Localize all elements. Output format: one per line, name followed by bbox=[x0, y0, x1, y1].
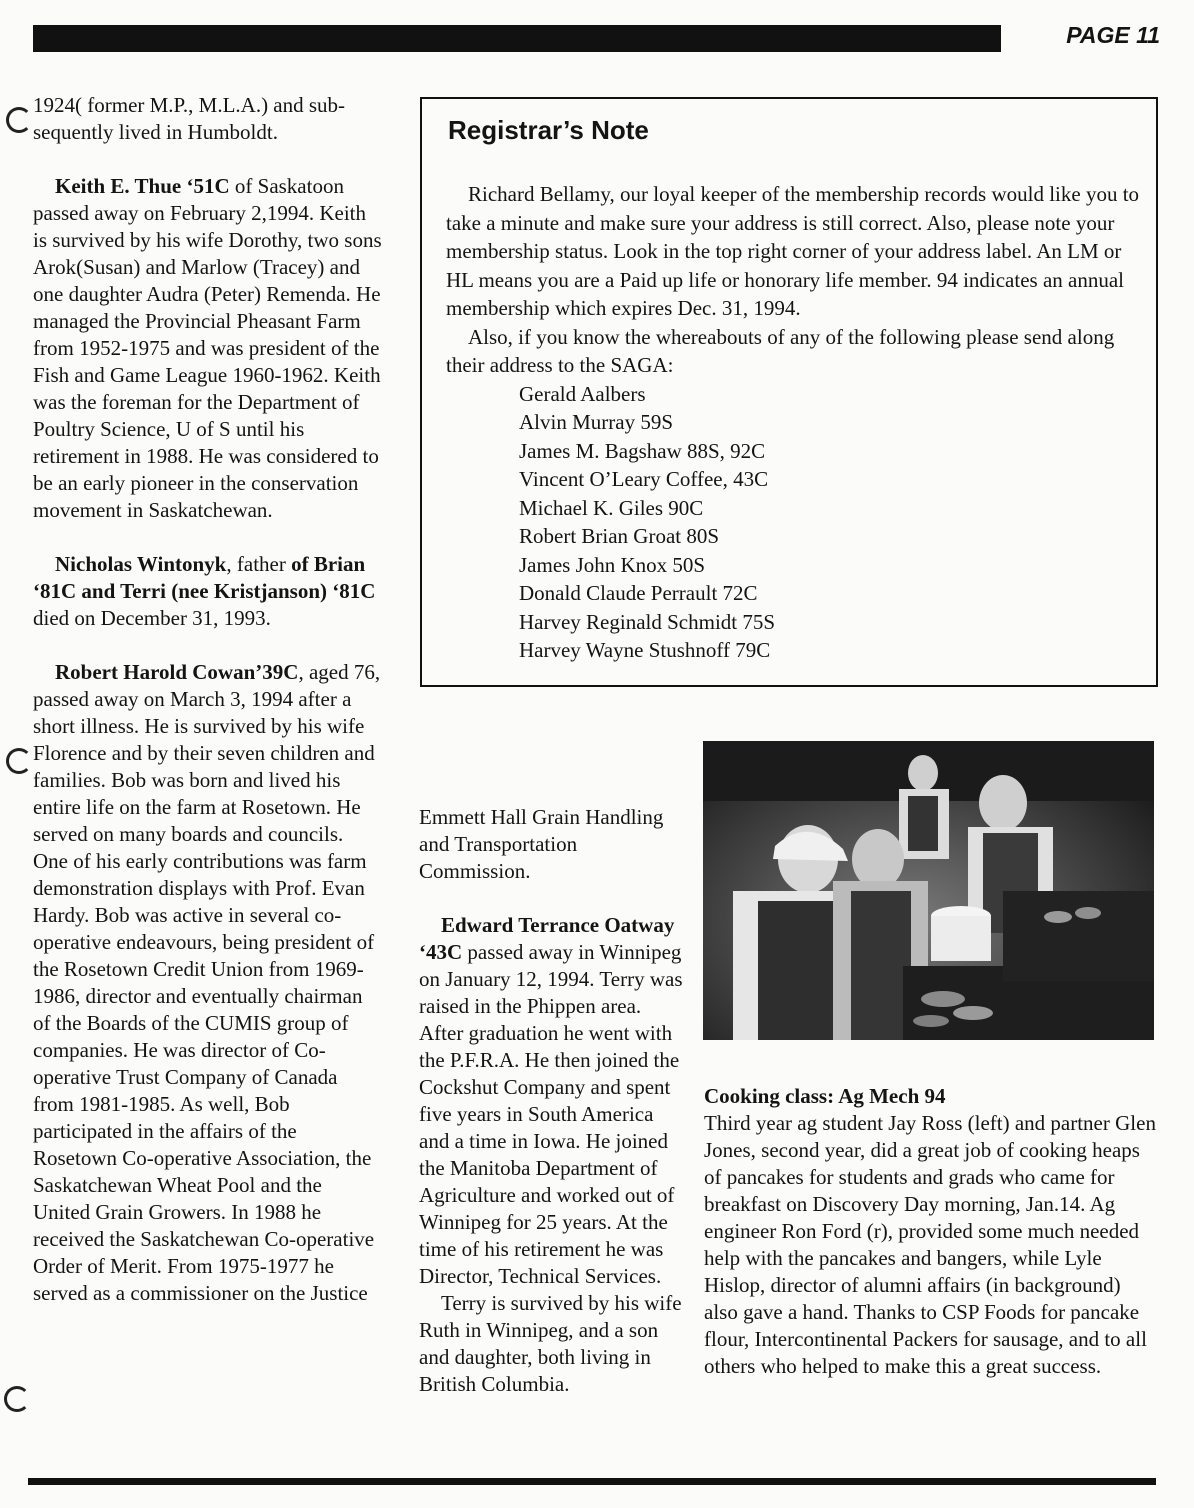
obituary-thue bbox=[33, 173, 383, 524]
obituary-text: passed away in Winnipeg on January 12, 1994. Terry was raised in the Phippen area. After graduation he went with the P.F.R.A. He then joined the Cockshut Company and spent five years in South America and a time in Iowa. He joined the Manitoba Department of Agriculture and worked out of Winnipeg for 25 years. At the time of his retirement he was Director, Technical Services. bbox=[419, 940, 683, 1288]
registrars-note-paragraph: Richard Bellamy, our loyal keeper of the membership records would like you to take a minute and make sure your address is still correct. Also, please note your membership status. Look in the top right corner of your address label. An LM or HL means you are a Paid up life or honorary life member. 94 indicates an annual membership which expires Dec. 31, 1994. bbox=[446, 182, 1140, 320]
obituary-oatway-2: Terry is survived by his wife Ruth in Winnipeg, and a son and daughter, both living in British Columbia. bbox=[419, 1291, 682, 1396]
caption-text: Third year ag student Jay Ross (left) and partner Glen Jones, second year, did a great job of cooking heaps of pancakes for students and grads who came for breakfast on Discovery Day morning, Jan.14. Ag engineer Ron Ford (r), provided some much needed help with the pancakes and bangers, while Lyle Hislop, director of alumni affairs (in background) also gave a hand. Thanks to CSP Foods for pancake flour, Intercontinental Packers for sausage, and to all others who helped to make this a great success. bbox=[704, 1111, 1156, 1378]
obituary-text: died on December 31, 1993. bbox=[33, 606, 271, 630]
footer-rule bbox=[28, 1478, 1156, 1485]
list-item: Robert Brian Groat 80S bbox=[519, 524, 720, 548]
list-item: Michael K. Giles 90C bbox=[519, 495, 704, 520]
list-item: Harvey Reginald Schmidt 75S bbox=[519, 609, 776, 634]
photo-caption bbox=[704, 1083, 1156, 1380]
continued-line-1: 1924( former M.P., M.L.A.) and sub- bbox=[33, 93, 346, 117]
middle-column bbox=[419, 804, 687, 1398]
missing-members-list bbox=[446, 380, 1146, 665]
continued-line-2: sequently lived in Humboldt. bbox=[33, 120, 278, 144]
obituary-children: Brian ‘81C and Terri (nee Kristjanson) ‘81C bbox=[33, 552, 376, 603]
obituary-oatway bbox=[419, 912, 687, 1290]
list-item: Donald Claude Perrault 72C bbox=[519, 581, 758, 605]
obituary-text: of Saskatoon passed away on February 2,1994. Keith is survived by his wife Dorothy, two sons Arok(Susan) and Marlow (Tracey) and one daughter Audra (Peter) Remenda. He managed the Provincial Pheasant Farm from 1952-1975 and was president of the Fish and Game League 1960-1962. Keith was the foreman for the Department of Poultry Science, U of S until his retirement in 1988. He was considered to be an early pioneer in the conservation movement in Saskatchewan. bbox=[33, 174, 382, 522]
registrars-note-box bbox=[420, 97, 1158, 687]
photo-image bbox=[703, 741, 1154, 1040]
obituary-name: Robert Harold Cowan’39C bbox=[55, 660, 299, 684]
continued-text bbox=[33, 92, 383, 146]
obituary-cowan bbox=[33, 659, 383, 1307]
cooking-class-photo bbox=[703, 741, 1154, 1040]
registrars-note-paragraph-2: Also, if you know the whereabouts of any of the following please send along their address to the SAGA: bbox=[446, 324, 1115, 377]
punch-hole-bottom bbox=[4, 1386, 30, 1412]
list-item: Alvin Murray 59S bbox=[519, 410, 673, 434]
punch-hole-top bbox=[6, 107, 32, 133]
caption-title: Cooking class: Ag Mech 94 bbox=[704, 1084, 946, 1108]
list-item: James John Knox 50S bbox=[519, 552, 706, 577]
obituary-name: Edward Terrance Oatway ‘43C bbox=[419, 913, 675, 964]
list-item: James M. Bagshaw 88S, 92C bbox=[519, 438, 766, 463]
registrars-note-title: Registrar’s Note bbox=[448, 115, 649, 145]
continued-text: Emmett Hall Grain Handling and Transportation Commission. bbox=[419, 805, 664, 883]
header-rule bbox=[33, 25, 1001, 52]
obituary-name: Nicholas Wintonyk bbox=[55, 552, 227, 576]
obituary-text: , aged 76, passed away on March 3, 1994 after a short illness. He is survived by his wife Florence and by their seven children and families. Bob was born and lived his entire life on the farm at Rosetown. He served on many boards and councils. One of his early contributions was farm demonstration displays with Prof. Evan Hardy. Bob was active in several co-operative endeavours, being president of the Rosetown Credit Union from 1969-1986, director and eventually chairman of the Boards of the CUMIS group of companies. He was director of Co-operative Trust Company of Canada from 1981-1985. As well, Bob participated in the affairs of the Rosetown Co-operative Association, the Saskatchewan Wheat Pool and the United Grain Growers. In 1988 he received the Saskatchewan Co-operative Order of Merit. From 1975-1977 he served as a commissioner on the Justice bbox=[33, 660, 381, 1305]
punch-hole-middle bbox=[6, 748, 32, 774]
list-item: Vincent O’Leary Coffee, 43C bbox=[519, 467, 769, 491]
page-number: PAGE 11 bbox=[1066, 22, 1160, 48]
list-item: Harvey Wayne Stushnoff 79C bbox=[519, 638, 771, 662]
list-item: Gerald Aalbers bbox=[519, 381, 646, 406]
obituary-wintonyk: Nicholas Wintonyk, father of Brian ‘81C and Terri (nee Kristjanson) ‘81C died on December 31, 1993. bbox=[33, 552, 376, 630]
obituary-name: Keith E. Thue ‘51C bbox=[55, 174, 230, 198]
left-column bbox=[33, 92, 383, 1307]
